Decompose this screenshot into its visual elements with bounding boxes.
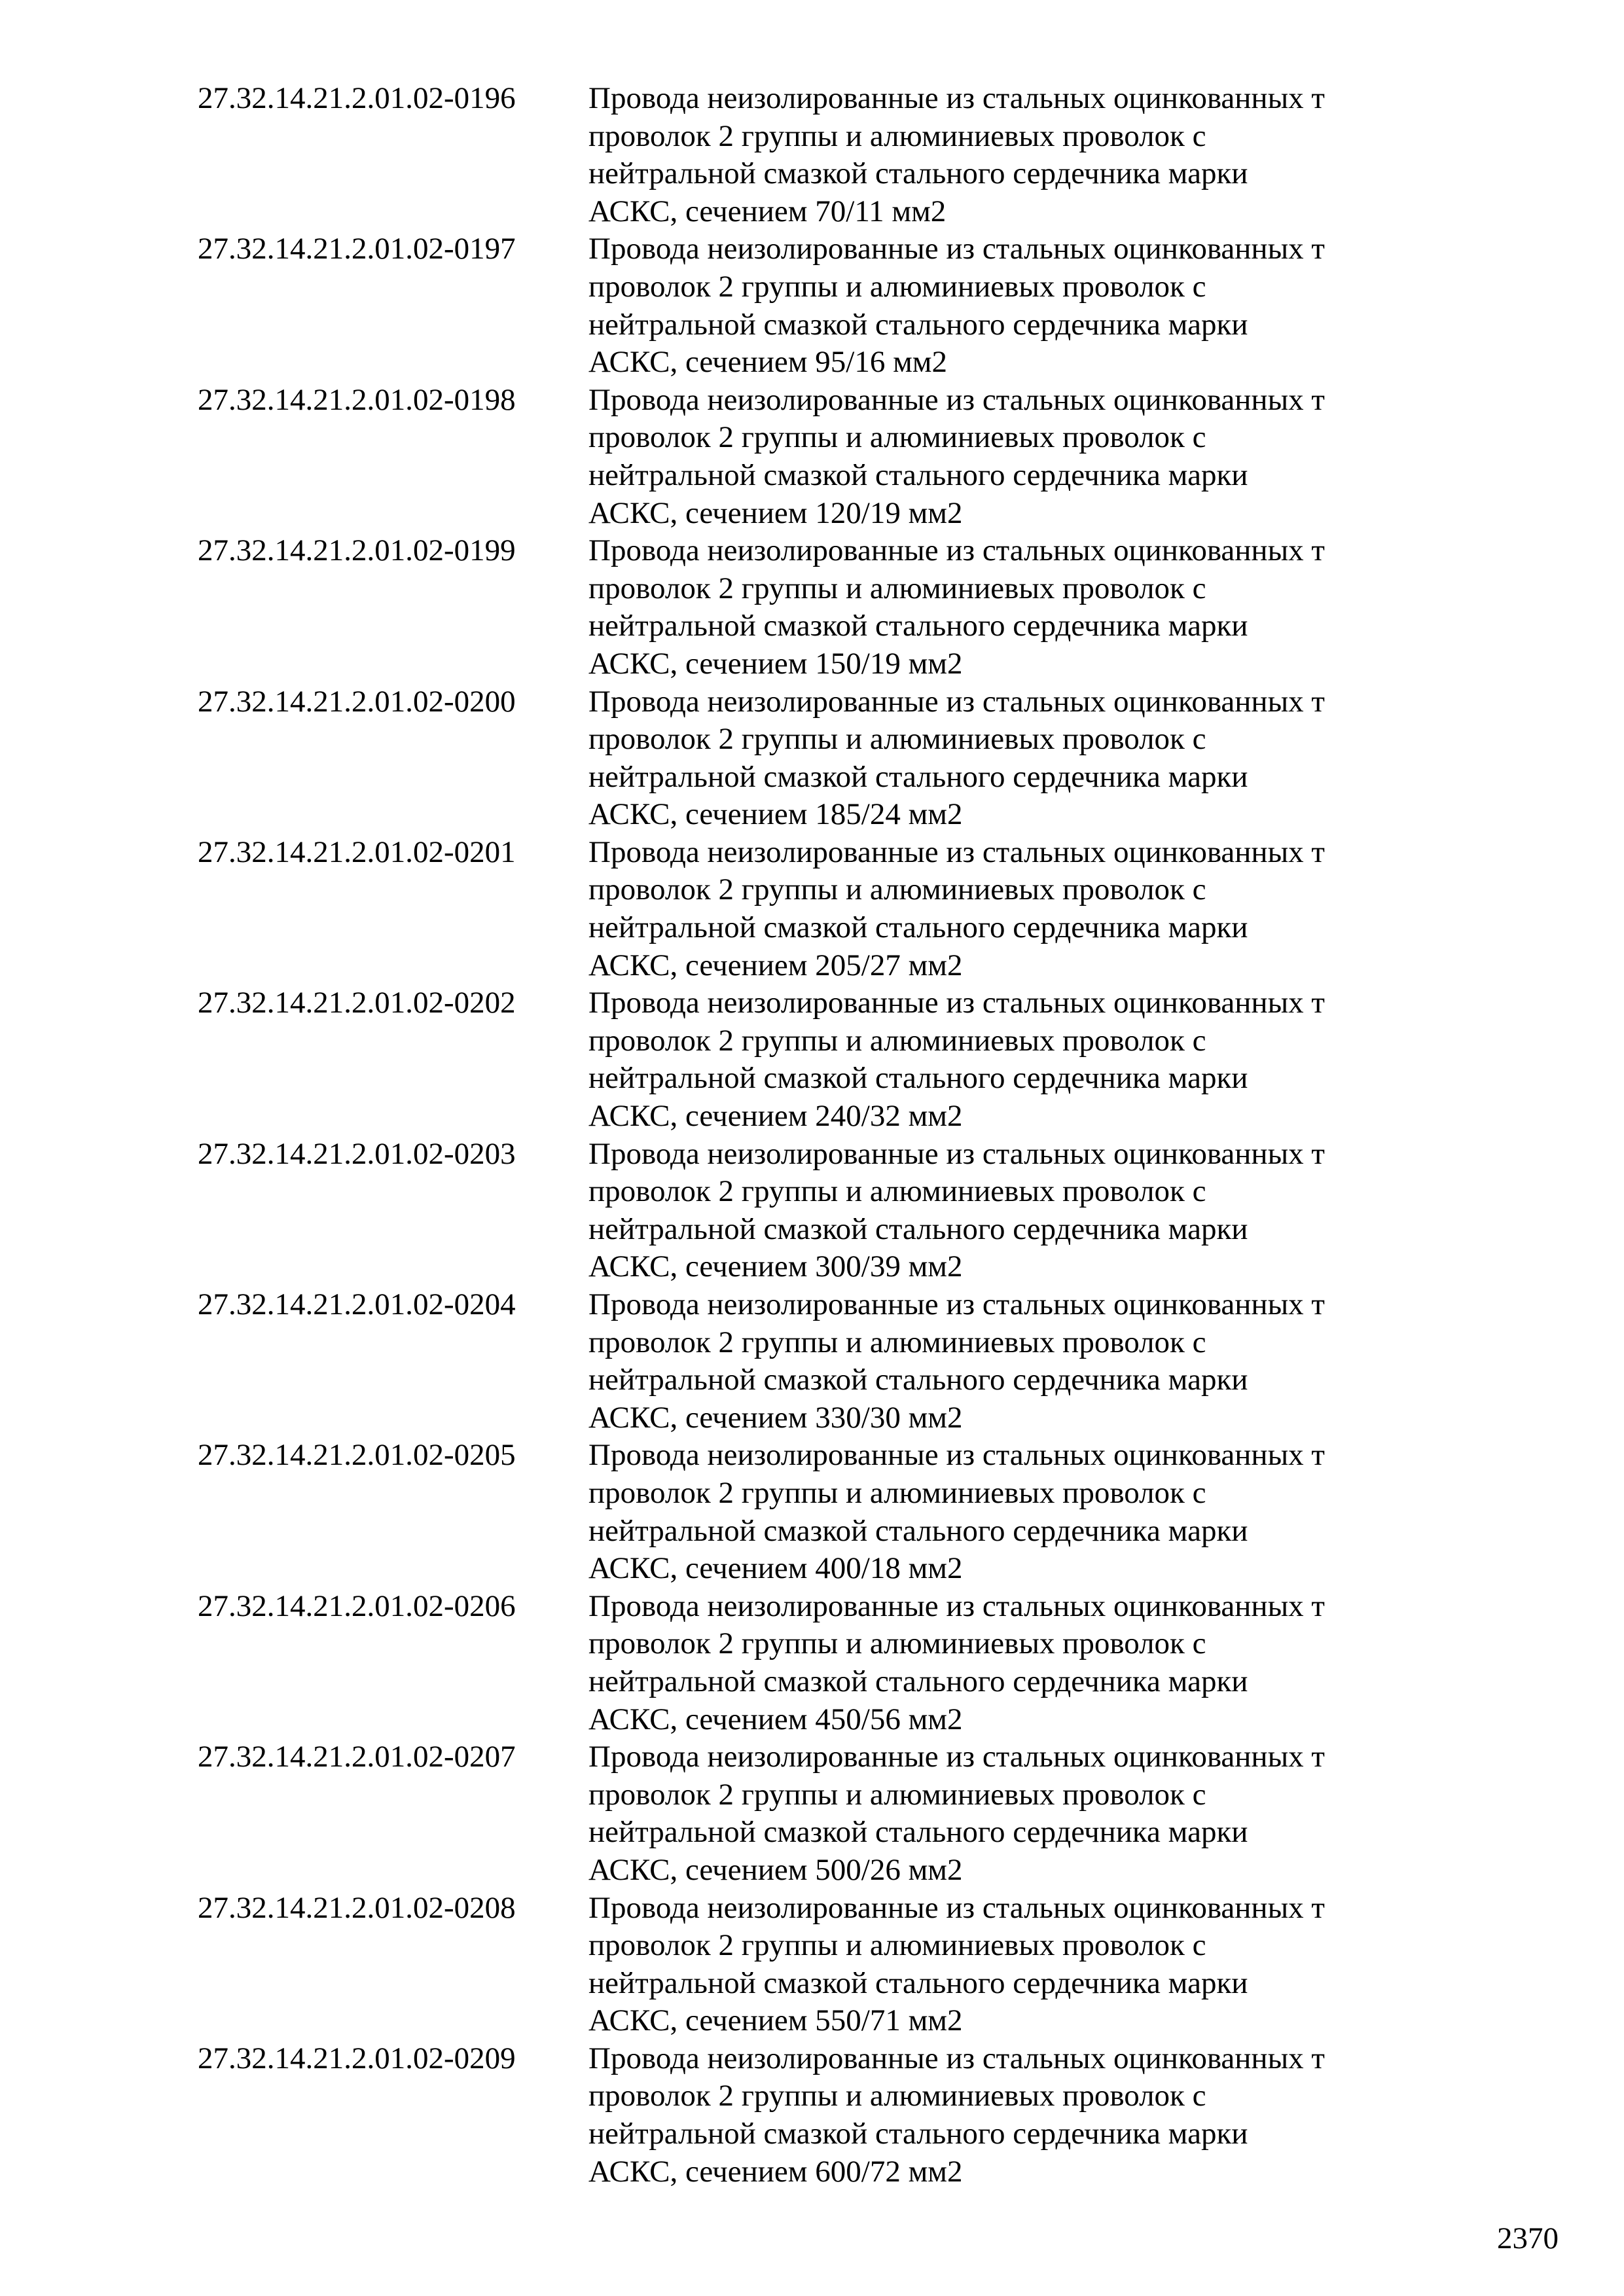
description-line: АСКС, сечением 330/30 мм2 [588, 1400, 963, 1435]
entry-code: 27.32.14.21.2.01.02-0203 [198, 1136, 516, 1171]
description-line: нейтральной смазкой стального сердечника марки [588, 759, 1248, 794]
entry-code: 27.32.14.21.2.01.02-0198 [198, 382, 516, 417]
description-line: Провода неизолированные из стальных оцинкованных т [588, 1287, 1325, 1321]
list-item [198, 683, 1441, 834]
description-line: нейтральной смазкой стального сердечника марки [588, 2117, 1248, 2151]
description-line: нейтральной смазкой стального сердечника марки [588, 1815, 1248, 1850]
entry-description [588, 1136, 1441, 1286]
entry-description [588, 2040, 1441, 2191]
description-line: проволок 2 группы и алюминиевых проволок с [588, 118, 1206, 153]
description-line: проволок 2 группы и алюминиевых проволок с [588, 269, 1206, 304]
description-line: АСКС, сечением 95/16 мм2 [588, 345, 948, 380]
entry-code: 27.32.14.21.2.01.02-0205 [198, 1438, 516, 1473]
description-line: Провода неизолированные из стальных оцинкованных т [588, 684, 1325, 719]
description-line: АСКС, сечением 300/39 мм2 [588, 1249, 963, 1284]
page-number: 2370 [1497, 2221, 1559, 2255]
list-item [198, 382, 1441, 532]
description-line: Провода неизолированные из стальных оцинкованных т [588, 1588, 1325, 1623]
list-item [198, 1286, 1441, 1437]
description-line: проволок 2 группы и алюминиевых проволок с [588, 872, 1206, 907]
list-item [198, 834, 1441, 984]
list-item [198, 230, 1441, 381]
list-item [198, 532, 1441, 683]
description-line: нейтральной смазкой стального сердечника марки [588, 1513, 1248, 1548]
description-line: АСКС, сечением 450/56 мм2 [588, 1702, 963, 1736]
description-line: проволок 2 группы и алюминиевых проволок с [588, 1325, 1206, 1359]
entry-description [588, 1437, 1441, 1587]
description-line: нейтральной смазкой стального сердечника марки [588, 307, 1248, 342]
description-line: проволок 2 группы и алюминиевых проволок с [588, 1928, 1206, 1963]
description-line: Провода неизолированные из стальных оцинкованных т [588, 1438, 1325, 1473]
entry-code: 27.32.14.21.2.01.02-0201 [198, 834, 516, 869]
entry-code: 27.32.14.21.2.01.02-0202 [198, 986, 516, 1020]
entry-code: 27.32.14.21.2.01.02-0204 [198, 1287, 516, 1321]
list-item [198, 1890, 1441, 2040]
description-line: Провода неизолированные из стальных оцинкованных т [588, 382, 1325, 417]
description-line: проволок 2 группы и алюминиевых проволок с [588, 571, 1206, 605]
description-line: Провода неизолированные из стальных оцинкованных т [588, 986, 1325, 1020]
entry-code: 27.32.14.21.2.01.02-0207 [198, 1740, 516, 1774]
entry-description [588, 1588, 1441, 1738]
description-line: проволок 2 группы и алюминиевых проволок с [588, 722, 1206, 757]
entry-description [588, 532, 1441, 683]
description-line: Провода неизолированные из стальных оцинкованных т [588, 1740, 1325, 1774]
description-line: Провода неизолированные из стальных оцинкованных т [588, 834, 1325, 869]
description-line: Провода неизолированные из стальных оцинкованных т [588, 81, 1325, 115]
entry-description [588, 1738, 1441, 1889]
entry-code: 27.32.14.21.2.01.02-0206 [198, 1588, 516, 1623]
description-line: нейтральной смазкой стального сердечника марки [588, 1061, 1248, 1096]
description-line: АСКС, сечением 240/32 мм2 [588, 1099, 963, 1134]
entry-description [588, 984, 1441, 1135]
description-line: нейтральной смазкой стального сердечника марки [588, 910, 1248, 945]
list-item [198, 1588, 1441, 1738]
entry-list [198, 80, 1441, 2191]
description-line: АСКС, сечением 500/26 мм2 [588, 1852, 963, 1887]
entry-description [588, 1286, 1441, 1437]
description-line: проволок 2 группы и алюминиевых проволок с [588, 1023, 1206, 1058]
description-line: АСКС, сечением 185/24 мм2 [588, 797, 963, 832]
description-line: АСКС, сечением 70/11 мм2 [588, 194, 947, 228]
description-line: нейтральной смазкой стального сердечника марки [588, 1211, 1248, 1246]
description-line: АСКС, сечением 205/27 мм2 [588, 948, 963, 982]
entry-code: 27.32.14.21.2.01.02-0199 [198, 533, 516, 568]
description-line: проволок 2 группы и алюминиевых проволок с [588, 1174, 1206, 1209]
entry-code: 27.32.14.21.2.01.02-0197 [198, 232, 516, 266]
list-item [198, 2040, 1441, 2191]
entry-description [588, 834, 1441, 984]
description-line: Провода неизолированные из стальных оцинкованных т [588, 2041, 1325, 2075]
description-line: нейтральной смазкой стального сердечника марки [588, 1664, 1248, 1698]
description-line: АСКС, сечением 400/18 мм2 [588, 1551, 963, 1586]
list-item [198, 80, 1441, 230]
entry-description [588, 230, 1441, 381]
list-item [198, 984, 1441, 1135]
description-line: нейтральной смазкой стального сердечника марки [588, 1965, 1248, 2000]
entry-description [588, 382, 1441, 532]
entry-code: 27.32.14.21.2.01.02-0209 [198, 2041, 516, 2075]
description-line: Провода неизолированные из стальных оцинкованных т [588, 1890, 1325, 1925]
description-line: нейтральной смазкой стального сердечника марки [588, 609, 1248, 643]
entry-description [588, 80, 1441, 230]
description-line: нейтральной смазкой стального сердечника марки [588, 156, 1248, 191]
entry-code: 27.32.14.21.2.01.02-0208 [198, 1890, 516, 1925]
description-line: проволок 2 группы и алюминиевых проволок с [588, 1777, 1206, 1812]
description-line: Провода неизолированные из стальных оцинкованных т [588, 232, 1325, 266]
entry-code: 27.32.14.21.2.01.02-0200 [198, 684, 516, 719]
description-line: АСКС, сечением 600/72 мм2 [588, 2154, 963, 2189]
description-line: проволок 2 группы и алюминиевых проволок с [588, 1626, 1206, 1661]
description-line: проволок 2 группы и алюминиевых проволок с [588, 2079, 1206, 2113]
description-line: нейтральной смазкой стального сердечника марки [588, 1363, 1248, 1397]
description-line: проволок 2 группы и алюминиевых проволок с [588, 420, 1206, 455]
description-line: проволок 2 группы и алюминиевых проволок с [588, 1475, 1206, 1510]
entry-code: 27.32.14.21.2.01.02-0196 [198, 81, 516, 115]
description-line: АСКС, сечением 120/19 мм2 [588, 495, 963, 530]
entry-description [588, 683, 1441, 834]
description-line: Провода неизолированные из стальных оцинкованных т [588, 533, 1325, 568]
list-item [198, 1738, 1441, 1889]
description-line: АСКС, сечением 550/71 мм2 [588, 2003, 963, 2038]
description-line: АСКС, сечением 150/19 мм2 [588, 646, 963, 681]
description-line: нейтральной смазкой стального сердечника марки [588, 457, 1248, 492]
entry-description [588, 1890, 1441, 2040]
list-item [198, 1437, 1441, 1587]
list-item [198, 1136, 1441, 1286]
description-line: Провода неизолированные из стальных оцинкованных т [588, 1136, 1325, 1171]
